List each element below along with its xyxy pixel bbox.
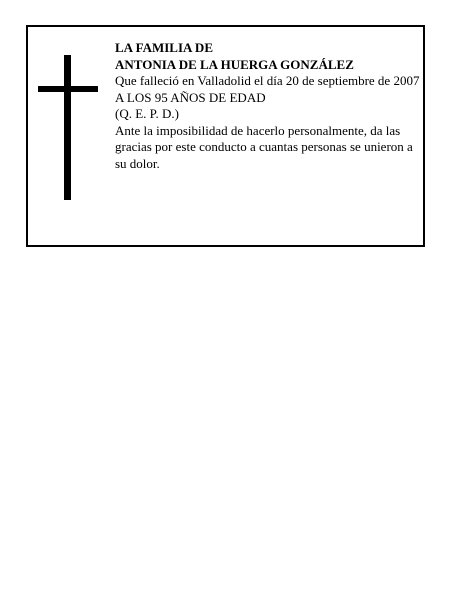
deceased-name: ANTONIA DE LA HUERGA GONZÁLEZ xyxy=(115,56,354,72)
thanks-message: Ante la imposibilidad de hacerlo personalmente, da las gracias por este conducto a cuantas personas se unieron a su dolor. xyxy=(115,122,413,171)
rip-line: (Q. E. P. D.) xyxy=(115,106,179,121)
notice-text xyxy=(115,40,421,172)
cross-vertical-bar xyxy=(64,55,71,200)
age-line: A LOS 95 AÑOS DE EDAD xyxy=(115,89,266,105)
cross-icon xyxy=(38,55,98,201)
death-info: Que falleció en Valladolid el día 20 de septiembre de 2007 xyxy=(115,73,420,88)
family-line: LA FAMILIA DE xyxy=(115,40,213,55)
obituary-notice xyxy=(26,25,425,247)
cross-horizontal-bar xyxy=(38,86,98,92)
